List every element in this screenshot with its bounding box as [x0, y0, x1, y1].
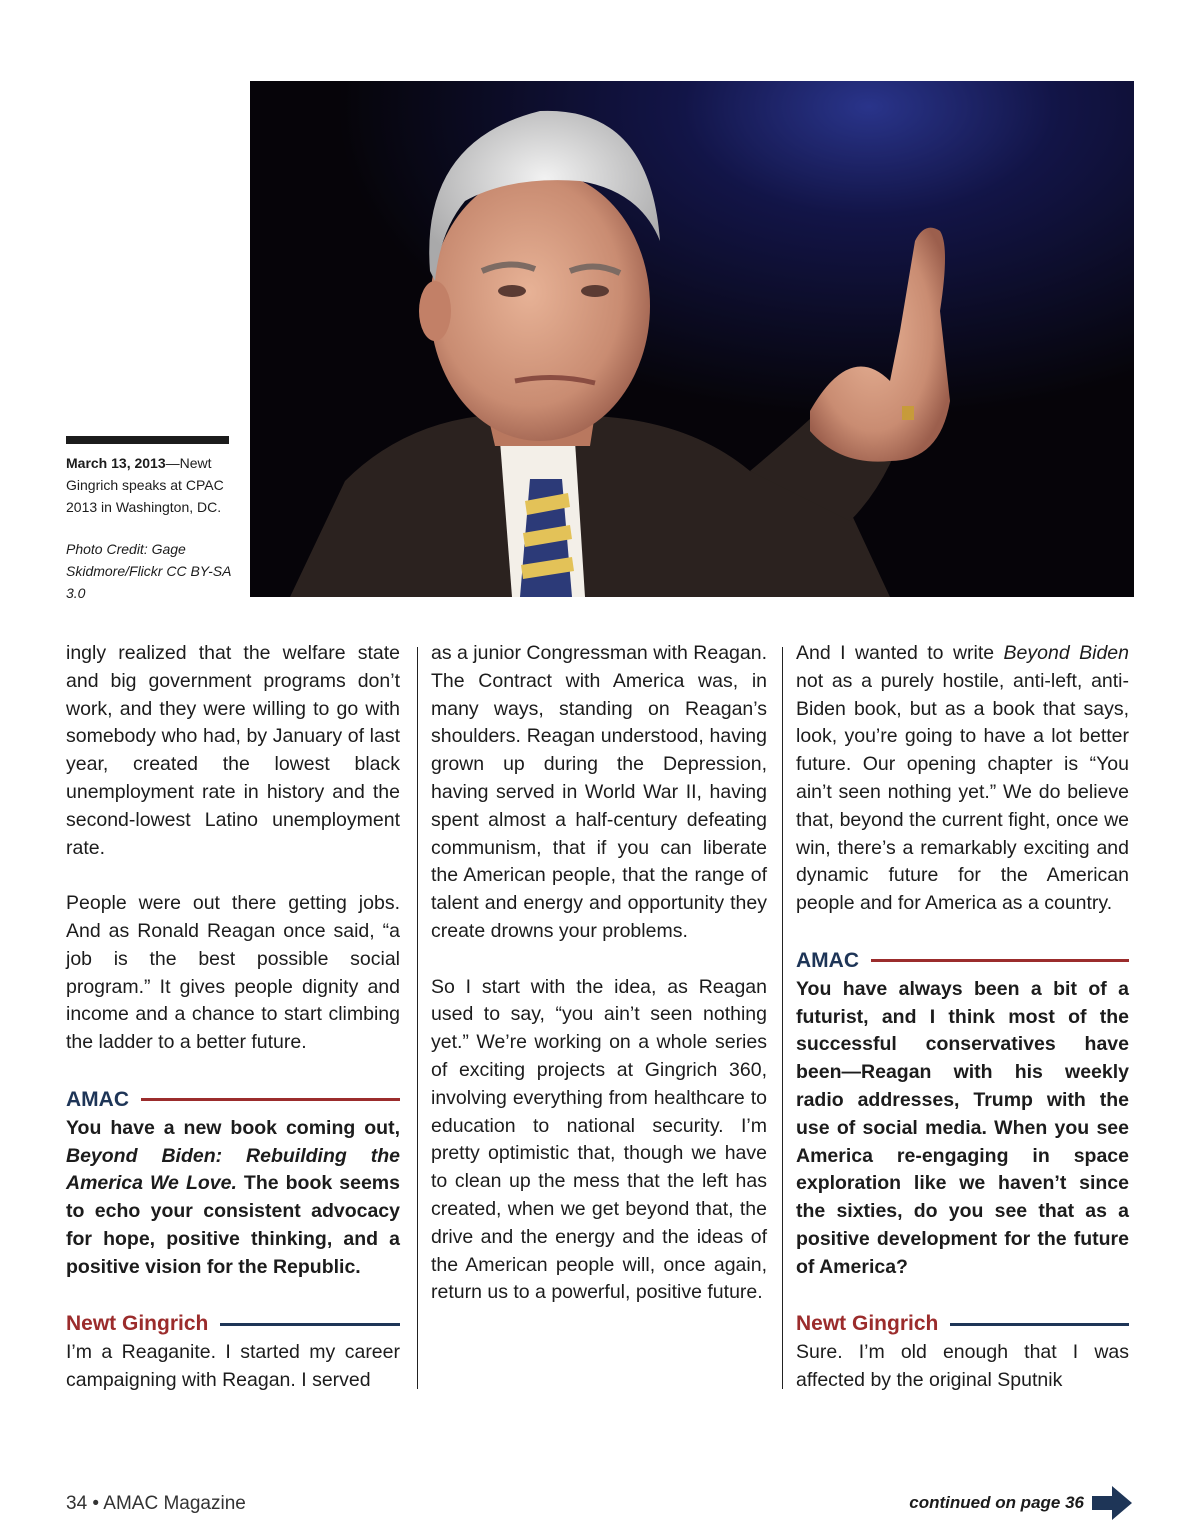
label-line: [950, 1323, 1129, 1326]
question-text: The book seems to echo your consistent advocacy for hope, positive thinking, and a positive vision for the Republic.: [66, 1172, 400, 1278]
book-title: Beyond Biden: Rebuilding the America We Love.: [66, 1144, 400, 1195]
article-photo: [250, 81, 1134, 597]
arrow-right-icon: [1092, 1484, 1134, 1522]
interview-answer: I’m a Reaganite. I started my career campaigning with Reagan. I served: [66, 1341, 400, 1392]
continued-link[interactable]: [909, 1484, 1134, 1522]
continued-text: continued on page 36: [909, 1493, 1084, 1512]
newt-gingrich-label: Newt Gingrich: [66, 1312, 209, 1336]
column-3: [796, 640, 1129, 1392]
interview-answer: Sure. I’m old enough that I was affected by the original Sputnik: [796, 1341, 1129, 1392]
interview-question: [66, 1115, 400, 1282]
newt-label-row: [796, 1309, 1129, 1339]
amac-label: AMAC: [796, 948, 859, 972]
amac-label: AMAC: [66, 1087, 129, 1111]
photo-caption: [66, 452, 238, 604]
book-title: Beyond Biden: [1003, 642, 1129, 664]
speaker-photo-illustration: [250, 81, 1134, 597]
label-line: [220, 1323, 400, 1326]
paragraph: So I start with the idea, as Reagan used to say, “you ain’t seen nothing yet.” We’re working on a whole series of exciting projects at Gingrich 360, involving everything from healthcare to education to national security. I’m pretty optimistic that, though we have to clean up the mess that the left has created, when we get beyond that, the drive and the energy and the ideas of the American people will, once again, return us to a powerful, positive future.: [431, 975, 767, 1304]
label-line: [871, 959, 1129, 962]
question-text: You have a new book coming out,: [66, 1116, 400, 1139]
paragraph: [796, 640, 1129, 918]
amac-label-row: [66, 1085, 400, 1115]
caption-date: March 13, 2013: [66, 455, 166, 471]
label-line: [141, 1098, 400, 1101]
amac-label-row: [796, 946, 1129, 976]
caption-text: —Newt Gingrich speaks at CPAC 2013 in Washington, DC.: [66, 455, 224, 515]
column-1: [66, 640, 400, 1392]
photo-credit: Photo Credit: Gage Skidmore/Flickr CC BY-SA 3.0: [66, 541, 231, 601]
paragraph: as a junior Congressman with Reagan. The Contract with America was, in many ways, standing on Reagan’s shoulders. Reagan understood, having grown up during the Depression, having served in World War II, having spent almost a half-century defeating communism, that if you can liberate the American people, that the range of talent and energy and opportunity they create drowns your problems.: [431, 642, 768, 942]
page-number-label: 34 • AMAC Magazine: [66, 1493, 246, 1514]
paragraph: ingly realized that the welfare state and big government programs don’t work, and they were willing to go with somebody who had, by January of last year, created the lowest black unemployment rate in history and the second-lowest Latino unemployment rate.: [66, 642, 400, 859]
paragraph-text: And I wanted to write: [796, 642, 1004, 664]
newt-gingrich-label: Newt Gingrich: [796, 1312, 939, 1336]
caption-rule: [66, 436, 229, 444]
column-divider: [417, 647, 418, 1389]
paragraph: People were out there getting jobs. And as Ronald Reagan once said, “a job is the best possible social program.” It gives people dignity and income and a chance to start climbing the ladder to a better future.: [66, 892, 400, 1054]
paragraph-text: not as a purely hostile, anti-left, anti-Biden book, but as a book that says, look, you’re going to have a lot better future. Our opening chapter is “You ain’t seen nothing yet.” We do believe that, beyond the current fight, once we win, there’s a remarkably exciting and dynamic future for the American people and for America as a country.: [796, 669, 1129, 915]
column-divider: [782, 647, 783, 1389]
interview-question: You have always been a bit of a futurist, and I think most of the successful conservatives have been—Reagan with his weekly radio addresses, Trump with the use of social media. When you see America re-engaging in space exploration like we haven’t since the sixties, do you see that as a positive development for the future of America?: [796, 977, 1129, 1278]
newt-label-row: [66, 1309, 400, 1339]
column-2: [431, 640, 767, 1388]
